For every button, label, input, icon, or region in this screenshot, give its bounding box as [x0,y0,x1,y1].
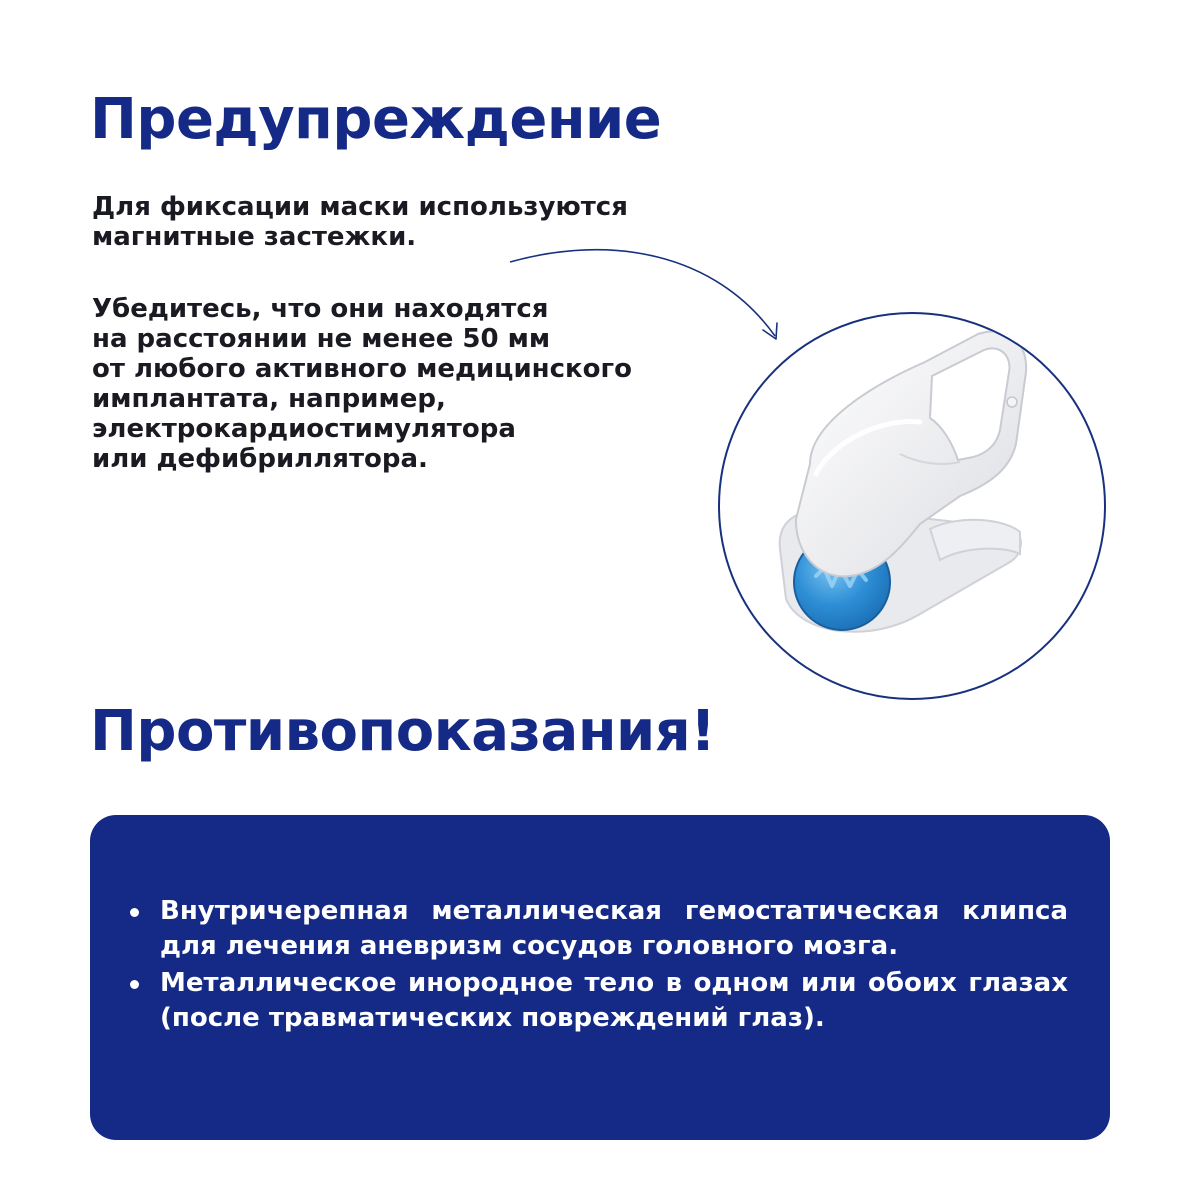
warning-line: имплантата, например, [92,384,446,414]
pointer-arrow-icon [500,240,800,350]
warning-line: Для фиксации маски используются [92,192,628,222]
list-item [128,894,1068,964]
list-item [128,966,1068,1036]
bullet-icon [130,980,139,989]
magnetic-clip-icon [720,314,1104,698]
warning-line: или дефибриллятора. [92,444,428,474]
list-item-text: Металлическое инородное тело в одном или обоих глазах (после травматических повреждений глаз). [160,968,1068,1033]
warning-line: от любого активного медицинского [92,354,632,384]
contraindications-title: Противопоказания! [90,699,716,764]
warning-title: Предупреждение [90,87,662,152]
list-item-text: Внутричерепная металлическая гемостатическая клипса для лечения аневризм сосудов головного мозга. [160,896,1068,961]
warning-line: магнитные застежки. [92,222,417,252]
warning-line: Убедитесь, что они находятся [92,294,549,324]
product-image-circle [718,312,1106,700]
contraindications-list [128,894,1068,1038]
warning-line: на расстоянии не менее 50 мм [92,324,551,354]
bullet-icon [130,908,139,917]
warning-line: электрокардиостимулятора [92,414,516,444]
